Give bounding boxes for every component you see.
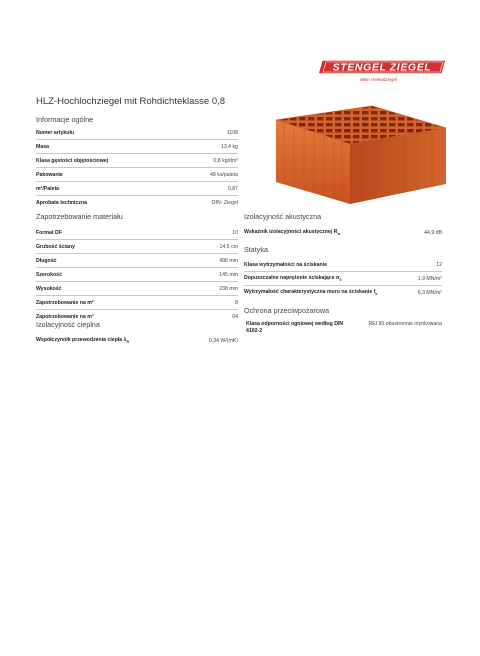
table-row bbox=[36, 140, 238, 154]
row-value: 48 ks/paleta bbox=[210, 171, 238, 178]
row-label: Grubość ściany bbox=[36, 243, 75, 250]
row-value: 44,9 dB bbox=[424, 229, 442, 236]
logo-text: STENGEL ZIEGEL bbox=[332, 61, 432, 74]
stress-label-sub: 0 bbox=[339, 278, 342, 283]
row-label bbox=[244, 275, 342, 282]
table-row bbox=[244, 286, 442, 299]
fire-value: REI 90 obustronnie otynkowana bbox=[368, 321, 442, 327]
row-value: 1,9 MN/m² bbox=[417, 275, 442, 282]
row-value: 6,3 MN/m² bbox=[417, 289, 442, 296]
row-label: Pakowanie bbox=[36, 171, 63, 178]
thermal-table bbox=[36, 334, 238, 347]
table-row bbox=[36, 334, 238, 347]
fire-label: Klasa odporności ogniowej według DIN 4102-2 bbox=[246, 321, 344, 334]
row-value: 10 bbox=[232, 229, 238, 236]
page-title: HLZ-Hochlochziegel mit Rohdichteklasse 0,8 bbox=[36, 96, 226, 107]
acoustic-label: Wskaźnik izolacyjności akustycznej R bbox=[244, 228, 338, 235]
acoustic-heading: Izolacyjność akustyczna bbox=[244, 212, 322, 221]
table-row bbox=[36, 196, 238, 209]
material-heading: Zapotrzebowanie materiału bbox=[36, 212, 123, 221]
table-row bbox=[36, 268, 238, 282]
row-value: 64 bbox=[232, 313, 238, 320]
table-row bbox=[244, 226, 442, 239]
thermal-label-sub: R bbox=[126, 340, 130, 345]
stress-label: Dopuszczalne naprężenie ściskające σ bbox=[244, 274, 340, 281]
row-label bbox=[36, 337, 129, 344]
row-value: 238 mm bbox=[219, 285, 238, 292]
row-value: 14,5 cm bbox=[219, 243, 238, 250]
row-label: Format DF bbox=[36, 229, 62, 236]
row-label bbox=[244, 229, 340, 236]
row-label: Aprobata techniczna bbox=[36, 199, 88, 206]
row-label: Masa bbox=[36, 143, 49, 150]
row-value: DIN- Ziegel bbox=[211, 199, 238, 206]
general-heading: Informacje ogólne bbox=[36, 115, 94, 124]
thermal-label: Współczynnik przewodzenia ciepła λ bbox=[36, 336, 127, 343]
acoustic-label-sub: w bbox=[337, 232, 341, 237]
row-value: 0,34 W/(mK) bbox=[208, 337, 238, 344]
table-row bbox=[36, 182, 238, 196]
row-label: Zapotrzebowanie na m² bbox=[36, 299, 94, 306]
brick-image bbox=[262, 104, 448, 206]
table-row bbox=[36, 240, 238, 254]
table-row bbox=[36, 282, 238, 296]
row-value: 12 bbox=[436, 261, 442, 268]
table-row bbox=[36, 168, 238, 182]
row-value: 8 bbox=[235, 299, 238, 306]
row-label: Długość bbox=[36, 257, 57, 264]
thermal-heading: Izolacyjność cieplna bbox=[36, 320, 100, 329]
table-row bbox=[36, 126, 238, 140]
statics-heading: Statyka bbox=[244, 245, 268, 254]
row-label: Wysokość bbox=[36, 285, 62, 292]
row-label: Zapotrzebowanie na m³ bbox=[36, 313, 94, 320]
row-value: 13,4 kg bbox=[220, 143, 238, 150]
brand-logo bbox=[318, 57, 448, 79]
row-label: Numer artykułu bbox=[36, 129, 75, 136]
row-value: 1108 bbox=[226, 129, 238, 136]
row-label: Klasa wytrzymałości na ściskanie bbox=[244, 261, 328, 268]
table-row bbox=[244, 272, 442, 286]
fire-heading: Ochrona przeciwpożarowa bbox=[244, 306, 330, 315]
row-label: Klasa gęstości objętościowej bbox=[36, 157, 109, 164]
acoustic-table bbox=[244, 226, 442, 239]
general-table bbox=[36, 126, 238, 209]
strength-label: Wytrzymałość charakterystyczna muru na ściskanie f bbox=[244, 288, 376, 295]
row-value: 498 mm bbox=[219, 257, 238, 264]
row-value: 0,8 kg/dm³ bbox=[213, 157, 238, 164]
row-label bbox=[244, 289, 377, 296]
table-row bbox=[244, 258, 442, 272]
table-row bbox=[36, 254, 238, 268]
row-value: 145 mm bbox=[219, 271, 238, 278]
table-row bbox=[36, 154, 238, 168]
table-row bbox=[36, 296, 238, 310]
logo-tagline: Mein Heimatziegel bbox=[360, 77, 398, 82]
material-table bbox=[36, 226, 238, 323]
row-label: m²/Paleta bbox=[36, 185, 60, 192]
row-label: Szerokość bbox=[36, 271, 62, 278]
strength-label-sub: k bbox=[375, 292, 378, 297]
statics-table bbox=[244, 258, 442, 299]
fire-row bbox=[246, 321, 442, 335]
row-value: 0,87 bbox=[227, 185, 238, 192]
table-row bbox=[36, 226, 238, 240]
